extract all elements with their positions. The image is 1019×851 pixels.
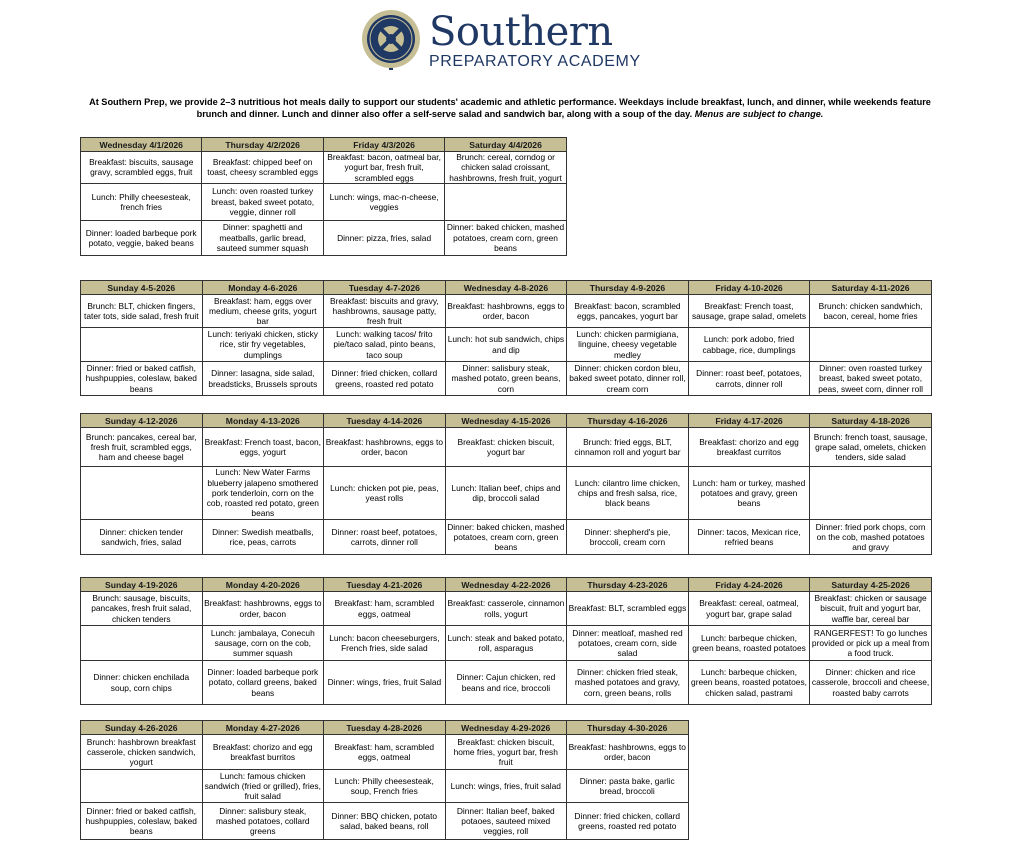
meal-cell: Lunch: chicken parmigiana, linguine, cheesy vegetable medley [567, 328, 689, 362]
meal-row [81, 520, 932, 555]
day-header: Monday 4-20-2026 [202, 578, 324, 592]
week-table [80, 577, 932, 705]
meal-cell: Lunch: Italian beef, chips and dip, broccoli salad [445, 467, 567, 520]
meal-cell: Breakfast: chicken or sausage biscuit, fruit and yogurt bar, waffle bar, cereal bar [810, 592, 932, 626]
meal-cell: Dinner: salisbury steak, mashed potato, green beans, corn [445, 362, 567, 396]
meal-cell: Lunch: chicken pot pie, peas, yeast rolls [324, 467, 446, 520]
meal-cell: Brunch: sausage, biscuits, pancakes, fresh fruit salad, chicken tenders [81, 592, 203, 626]
meal-cell: Dinner: shepherd's pie, broccoli, cream corn [567, 520, 689, 555]
meal-row [81, 661, 932, 705]
meal-cell: Breakfast: ham, scrambled eggs, oatmeal [324, 592, 446, 626]
day-header: Sunday 4-5-2026 [81, 281, 203, 295]
meal-cell: Dinner: fried pork chops, corn on the cob, mashed potatoes and gravy [810, 520, 932, 555]
meal-cell: Breakfast: bacon, scrambled eggs, pancakes, yogurt bar [567, 295, 689, 328]
week-table [80, 720, 689, 840]
meal-cell: Dinner: Italian beef, baked potaoes, sauteed mixed veggies, roll [445, 803, 567, 840]
meal-cell: Dinner: chicken and rice casserole, broccoli and cheese, roasted baby carrots [810, 661, 932, 705]
meal-cell: Breakfast: cereal, oatmeal, yogurt bar, grape salad [688, 592, 810, 626]
meal-cell: Lunch: bacon cheeseburgers, French fries, side salad [324, 626, 446, 661]
meal-cell: Lunch: barbeque chicken, green beans, roasted potatoes [688, 626, 810, 661]
meal-cell: Lunch: Philly cheesesteak, french fries [81, 183, 202, 220]
week-table [80, 280, 932, 396]
meal-cell: Dinner: Swedish meatballs, rice, peas, carrots [202, 520, 324, 555]
day-header: Thursday 4-23-2026 [567, 578, 689, 592]
meal-cell [81, 467, 203, 520]
meal-cell: RANGERFEST! To go lunches provided or pick up a meal from a food truck. [810, 626, 932, 661]
meal-cell: Dinner: pizza, fries, salad [323, 220, 444, 255]
meal-row [81, 770, 689, 803]
meal-cell: Dinner: meatloaf, mashed red potatoes, cream corn, side salad [567, 626, 689, 661]
intro-note: Menus are subject to change. [694, 108, 824, 119]
brand [429, 9, 641, 70]
meal-cell: Dinner: spaghetti and meatballs, garlic bread, sauteed summer squash [202, 220, 323, 255]
meal-cell: Lunch: wings, mac-n-cheese, veggies [323, 183, 444, 220]
meal-cell: Dinner: lasagna, side salad, breadsticks, Brussels sprouts [202, 362, 324, 396]
meal-cell: Breakfast: biscuits and gravy, hashbrowns, sausage patty, fresh fruit [324, 295, 446, 328]
meal-cell: Breakfast: bacon, oatmeal bar, yogurt bar, fresh fruit, scrambled eggs [323, 152, 444, 184]
day-header: Wednesday 4-15-2026 [445, 414, 567, 428]
meal-cell: Lunch: jambalaya, Conecuh sausage, corn on the cob, summer squash [202, 626, 324, 661]
day-header: Tuesday 4-21-2026 [324, 578, 446, 592]
meal-row [81, 735, 689, 770]
meal-cell: Lunch: ham or turkey, mashed potatoes and gravy, green beans [688, 467, 810, 520]
meal-cell: Dinner: baked chicken, mashed potatoes, cream corn, green beans [445, 520, 567, 555]
week-table [80, 413, 932, 555]
meal-cell: Lunch: oven roasted turkey breast, baked sweet potato, veggie, dinner roll [202, 183, 323, 220]
meal-cell: Lunch: Philly cheesesteak, soup, French fries [324, 770, 446, 803]
day-header: Monday 4-13-2026 [202, 414, 324, 428]
header [0, 6, 1019, 68]
meal-cell: Dinner: chicken tender sandwich, fries, salad [81, 520, 203, 555]
meal-cell: Dinner: fried chicken, collard greens, roasted red potato [567, 803, 689, 840]
day-header: Friday 4-10-2026 [688, 281, 810, 295]
meal-cell: Dinner: baked chicken, mashed potatoes, cream corn, green beans [445, 220, 566, 255]
day-header-row [81, 414, 932, 428]
meal-cell: Dinner: roast beef, potatoes, carrots, dinner roll [324, 520, 446, 555]
meal-cell: Dinner: roast beef, potatoes, carrots, dinner roll [688, 362, 810, 396]
day-header: Monday 4-27-2026 [202, 721, 324, 735]
meal-row [81, 295, 932, 328]
meal-cell [81, 770, 203, 803]
meal-row [81, 803, 689, 840]
meal-cell [810, 467, 932, 520]
meal-cell: Breakfast: chipped beef on toast, cheesy scrambled eggs [202, 152, 323, 184]
meal-cell: Breakfast: ham, scrambled eggs, oatmeal [324, 735, 446, 770]
meal-cell: Dinner: loaded barbeque pork potato, collard greens, baked beans [202, 661, 324, 705]
brand-subtitle: PREPARATORY ACADEMY [429, 53, 641, 70]
meal-cell: Breakfast: French toast, bacon, eggs, yogurt [202, 428, 324, 467]
day-header: Monday 4-6-2026 [202, 281, 324, 295]
day-header: Thursday 4-30-2026 [567, 721, 689, 735]
day-header: Saturday 4-25-2026 [810, 578, 932, 592]
meal-cell: Dinner: BBQ chicken, potato salad, baked beans, roll [324, 803, 446, 840]
meal-row [81, 328, 932, 362]
day-header: Friday 4-17-2026 [688, 414, 810, 428]
meal-cell: Breakfast: chorizo and egg breakfast curritos [688, 428, 810, 467]
meal-cell: Lunch: wings, fries, fruit salad [445, 770, 567, 803]
meal-cell: Dinner: chicken cordon bleu, baked sweet potato, dinner roll, cream corn [567, 362, 689, 396]
meal-cell: Dinner: pasta bake, garlic bread, broccoli [567, 770, 689, 803]
day-header-row [81, 578, 932, 592]
meal-cell: Breakfast: hashbrowns, eggs to order, bacon [445, 295, 567, 328]
meal-cell: Brunch: french toast, sausage, grape salad, omelets, chicken tenders, side salad [810, 428, 932, 467]
meal-row [81, 152, 567, 184]
brand-name: Southern [429, 9, 613, 55]
meal-cell: Dinner: salisbury steak, mashed potatoes, collard greens [202, 803, 324, 840]
day-header: Thursday 4-16-2026 [567, 414, 689, 428]
day-header: Tuesday 4-7-2026 [324, 281, 446, 295]
day-header-row [81, 281, 932, 295]
day-header-row [81, 721, 689, 735]
meal-row [81, 467, 932, 520]
meal-cell [81, 328, 203, 362]
meal-cell: Brunch: hashbrown breakfast casserole, chicken sandwich, yogurt [81, 735, 203, 770]
meal-cell: Breakfast: hashbrowns, eggs to order, bacon [567, 735, 689, 770]
day-header-row [81, 138, 567, 152]
meal-cell: Breakfast: BLT, scrambled eggs [567, 592, 689, 626]
meal-cell: Lunch: barbeque chicken, green beans, roasted potatoes, chicken salad, pastrami [688, 661, 810, 705]
meal-cell: Dinner: oven roasted turkey breast, baked sweet potato, peas, sweet corn, dinner roll [810, 362, 932, 396]
meal-cell: Lunch: steak and baked potato, roll, asparagus [445, 626, 567, 661]
intro-text: At Southern Prep, we provide 2–3 nutritious hot meals daily to support our students' academic and athletic performance. Weekdays include breakfast, lunch, and dinner, while weekends feature brunch and dinner. Lunch and dinner also offer a self-serve salad and sandwich bar, along with a soup of the day. [89, 97, 931, 119]
meal-cell: Lunch: famous chicken sandwich (fried or grilled), fries, fruit salad [202, 770, 324, 803]
meal-cell: Breakfast: chorizo and egg breakfast burritos [202, 735, 324, 770]
meal-cell: Breakfast: hashbrowns, eggs to order, bacon [202, 592, 324, 626]
meal-cell: Breakfast: casserole, cinnamon rolls, yogurt [445, 592, 567, 626]
meal-cell [445, 183, 566, 220]
meal-cell: Lunch: cilantro lime chicken, chips and fresh salsa, rice, black beans [567, 467, 689, 520]
meal-cell: Dinner: wings, fries, fruit Salad [324, 661, 446, 705]
meal-cell: Lunch: teriyaki chicken, sticky rice, stir fry vegetables, dumplings [202, 328, 324, 362]
day-header: Friday 4-24-2026 [688, 578, 810, 592]
meal-cell: Dinner: chicken fried steak, mashed potatoes and gravy, corn, green beans, rolls [567, 661, 689, 705]
meal-cell: Breakfast: hashbrowns, eggs to order, bacon [324, 428, 446, 467]
day-header: Saturday 4-18-2026 [810, 414, 932, 428]
academy-seal-icon [360, 8, 422, 70]
meal-cell: Dinner: chicken enchilada soup, corn chips [81, 661, 203, 705]
meal-cell: Breakfast: French toast, sausage, grape salad, omelets [688, 295, 810, 328]
day-header: Tuesday 4-14-2026 [324, 414, 446, 428]
meal-cell: Brunch: chicken sandwhich, bacon, cereal, home fries [810, 295, 932, 328]
meal-row [81, 428, 932, 467]
meal-row [81, 362, 932, 396]
meal-cell: Lunch: hot sub sandwich, chips and dip [445, 328, 567, 362]
meal-row [81, 592, 932, 626]
meal-cell: Brunch: BLT, chicken fingers, tater tots, side salad, fresh fruit [81, 295, 203, 328]
day-header: Sunday 4-12-2026 [81, 414, 203, 428]
meal-cell: Dinner: fried or baked catfish, hushpuppies, coleslaw, baked beans [81, 362, 203, 396]
day-header: Wednesday 4-29-2026 [445, 721, 567, 735]
meal-row [81, 183, 567, 220]
day-header: Tuesday 4-28-2026 [324, 721, 446, 735]
meal-cell: Dinner: fried chicken, collard greens, roasted red potato [324, 362, 446, 396]
meal-cell: Dinner: loaded barbeque pork potato, veggie, baked beans [81, 220, 202, 255]
meal-cell: Breakfast: ham, eggs over medium, cheese grits, yogurt bar [202, 295, 324, 328]
meal-row [81, 220, 567, 255]
day-header: Thursday 4/2/2026 [202, 138, 323, 152]
meal-cell: Lunch: pork adobo, fried cabbage, rice, dumplings [688, 328, 810, 362]
meal-cell: Breakfast: chicken biscuit, yogurt bar [445, 428, 567, 467]
meal-cell: Lunch: walking tacos/ frito pie/taco salad, pinto beans, taco soup [324, 328, 446, 362]
day-header: Saturday 4-11-2026 [810, 281, 932, 295]
day-header: Wednesday 4/1/2026 [81, 138, 202, 152]
meal-cell [81, 626, 203, 661]
meal-cell: Breakfast: biscuits, sausage gravy, scrambled eggs, fruit [81, 152, 202, 184]
meal-cell: Breakfast: chicken biscuit, home fries, yogurt bar, fresh fruit [445, 735, 567, 770]
day-header: Thursday 4-9-2026 [567, 281, 689, 295]
meal-cell [810, 328, 932, 362]
day-header: Wednesday 4-8-2026 [445, 281, 567, 295]
day-header: Sunday 4-19-2026 [81, 578, 203, 592]
meal-row [81, 626, 932, 661]
meal-cell: Dinner: tacos, Mexican rice, refried beans [688, 520, 810, 555]
meal-cell: Dinner: Cajun chicken, red beans and rice, broccoli [445, 661, 567, 705]
meal-cell: Brunch: fried eggs, BLT, cinnamon roll and yogurt bar [567, 428, 689, 467]
meal-cell: Brunch: pancakes, cereal bar, fresh fruit, scrambled eggs, ham and cheese bagel [81, 428, 203, 467]
week-table [80, 137, 567, 256]
meal-cell: Lunch: New Water Farms blueberry jalapeno smothered pork tenderloin, corn on the cob, roasted red potato, green beans [202, 467, 324, 520]
meal-cell: Brunch: cereal, corndog or chicken salad croissant, hashbrowns, fresh fruit, yogurt [445, 152, 566, 184]
day-header: Saturday 4/4/2026 [445, 138, 566, 152]
day-header: Friday 4/3/2026 [323, 138, 444, 152]
intro-paragraph [80, 97, 940, 120]
day-header: Wednesday 4-22-2026 [445, 578, 567, 592]
day-header: Sunday 4-26-2026 [81, 721, 203, 735]
meal-cell: Dinner: fried or baked catfish, hushpuppies, coleslaw, baked beans [81, 803, 203, 840]
